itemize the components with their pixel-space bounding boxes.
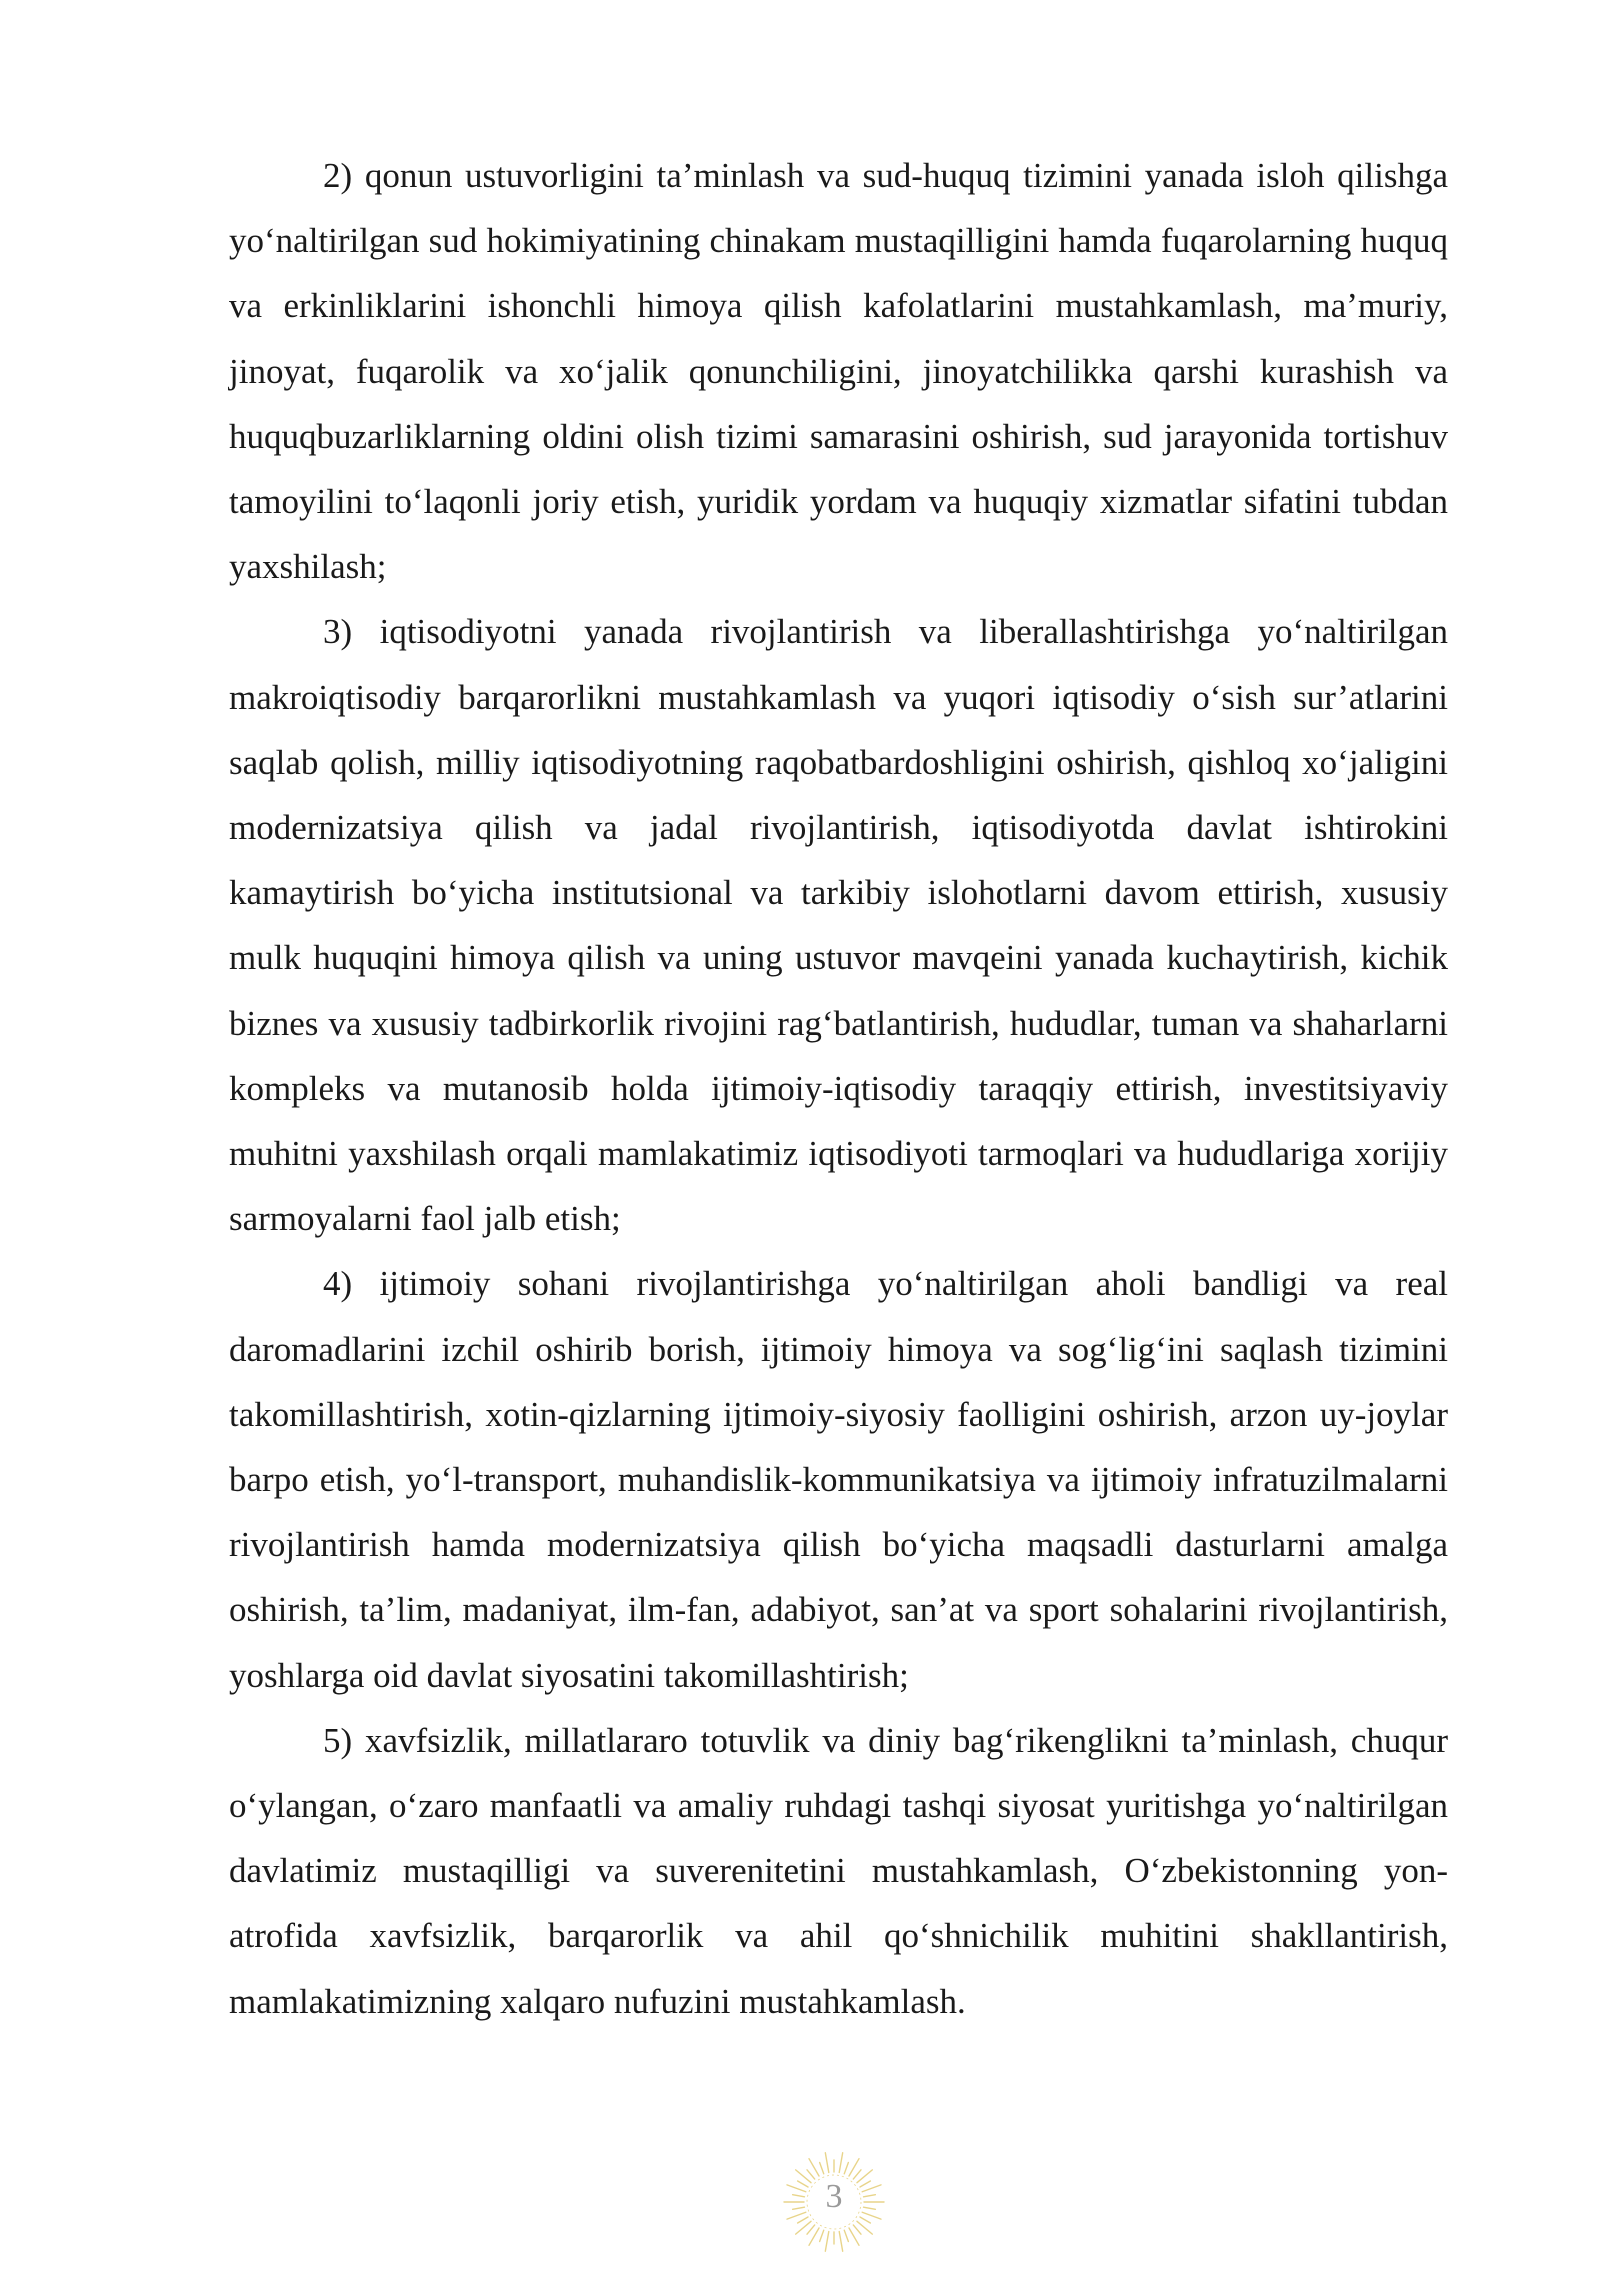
paragraph-item-2: 2) qonun ustuvorligini ta’minlash va sud-huquq tizimini yanada isloh qilishga yo‘naltirilgan sud hokimiyatining chinakam mustaqilligini hamda fuqarolarning huquq va erkinliklarini ishonchli himoya qilish kafolatlarini mustahkamlash, ma’muriy, jinoyat, fuqarolik va xo‘jalik qonunchiligini, jinoyatchilikka qarshi kurashish va huquqbuzarliklarning oldini olish tizimi samarasini oshirish, sud jarayonida tortishuv tamoyilini to‘laqonli joriy etish, yuridik yordam va huquqiy xizmatlar sifatini tubdan yaxshilash; [229, 156, 1448, 587]
page-footer [770, 2142, 898, 2270]
paragraph-item-3: 3) iqtisodiyotni yanada rivojlantirish va liberallashtirishga yo‘naltirilgan makroiqtisodiy barqarorlikni mustahkamlash va yuqori iqtisodiy o‘sish sur’atlarini saqlab qolish, milliy iqtisodiyotning raqobatbardoshligini oshirish, qishloq xo‘jaligini modernizatsiya qilish va jadal rivojlantirish, iqtisodiyotda davlat ishtirokini kamaytirish bo‘yicha institutsional va tarkibiy islohotlarni davom ettirish, xususiy mulk huquqini himoya qilish va uning ustuvor mavqeini yanada kuchaytirish, kichik biznes va xususiy tadbirkorlik rivojini rag‘batlantirish, hududlar, tuman va shaharlarni kompleks va mutanosib holda ijtimoiy-iqtisodiy taraqqiy ettirish, investitsiyaviy muhitni yaxshilash orqali mamlakatimiz iqtisodiyoti tarmoqlari va hududlariga xorijiy sarmoyalarni faol jalb etish; [229, 612, 1448, 1239]
page-number: 3 [825, 2178, 843, 2215]
paragraph-item-5: 5) xavfsizlik, millatlararo totuvlik va diniy bag‘rikenglikni ta’minlash, chuqur o‘ylangan, o‘zaro manfaatli va amaliy ruhdagi tashqi siyosat yuritishga yo‘naltirilgan davlatimiz mustaqilligi va suverenitetini mustahkamlash, O‘zbekistonning yon-atrofida xavfsizlik, barqarorlik va ahil qo‘shnichilik muhitini shakllantirish, mamlakatimizning xalqaro nufuzini mustahkamlash. [229, 1720, 1448, 2021]
document-body [229, 143, 1448, 2034]
paragraph-item-4: 4) ijtimoiy sohani rivojlantirishga yo‘naltirilgan aholi bandligi va real daromadlarini izchil oshirib borish, ijtimoiy himoya va sog‘lig‘ini saqlash tizimini takomillashtirish, xotin-qizlarning ijtimoiy-siyosiy faolligini oshirish, arzon uy-joylar barpo etish, yo‘l-transport, muhandislik-kommunikatsiya va ijtimoiy infratuzilmalarni rivojlantirish hamda modernizatsiya qilish bo‘yicha maqsadli dasturlarni amalga oshirish, ta’lim, madaniyat, ilm-fan, adabiyot, san’at va sport sohalarini rivojlantirish, yoshlarga oid davlat siyosatini takomillashtirish; [229, 1264, 1448, 1695]
